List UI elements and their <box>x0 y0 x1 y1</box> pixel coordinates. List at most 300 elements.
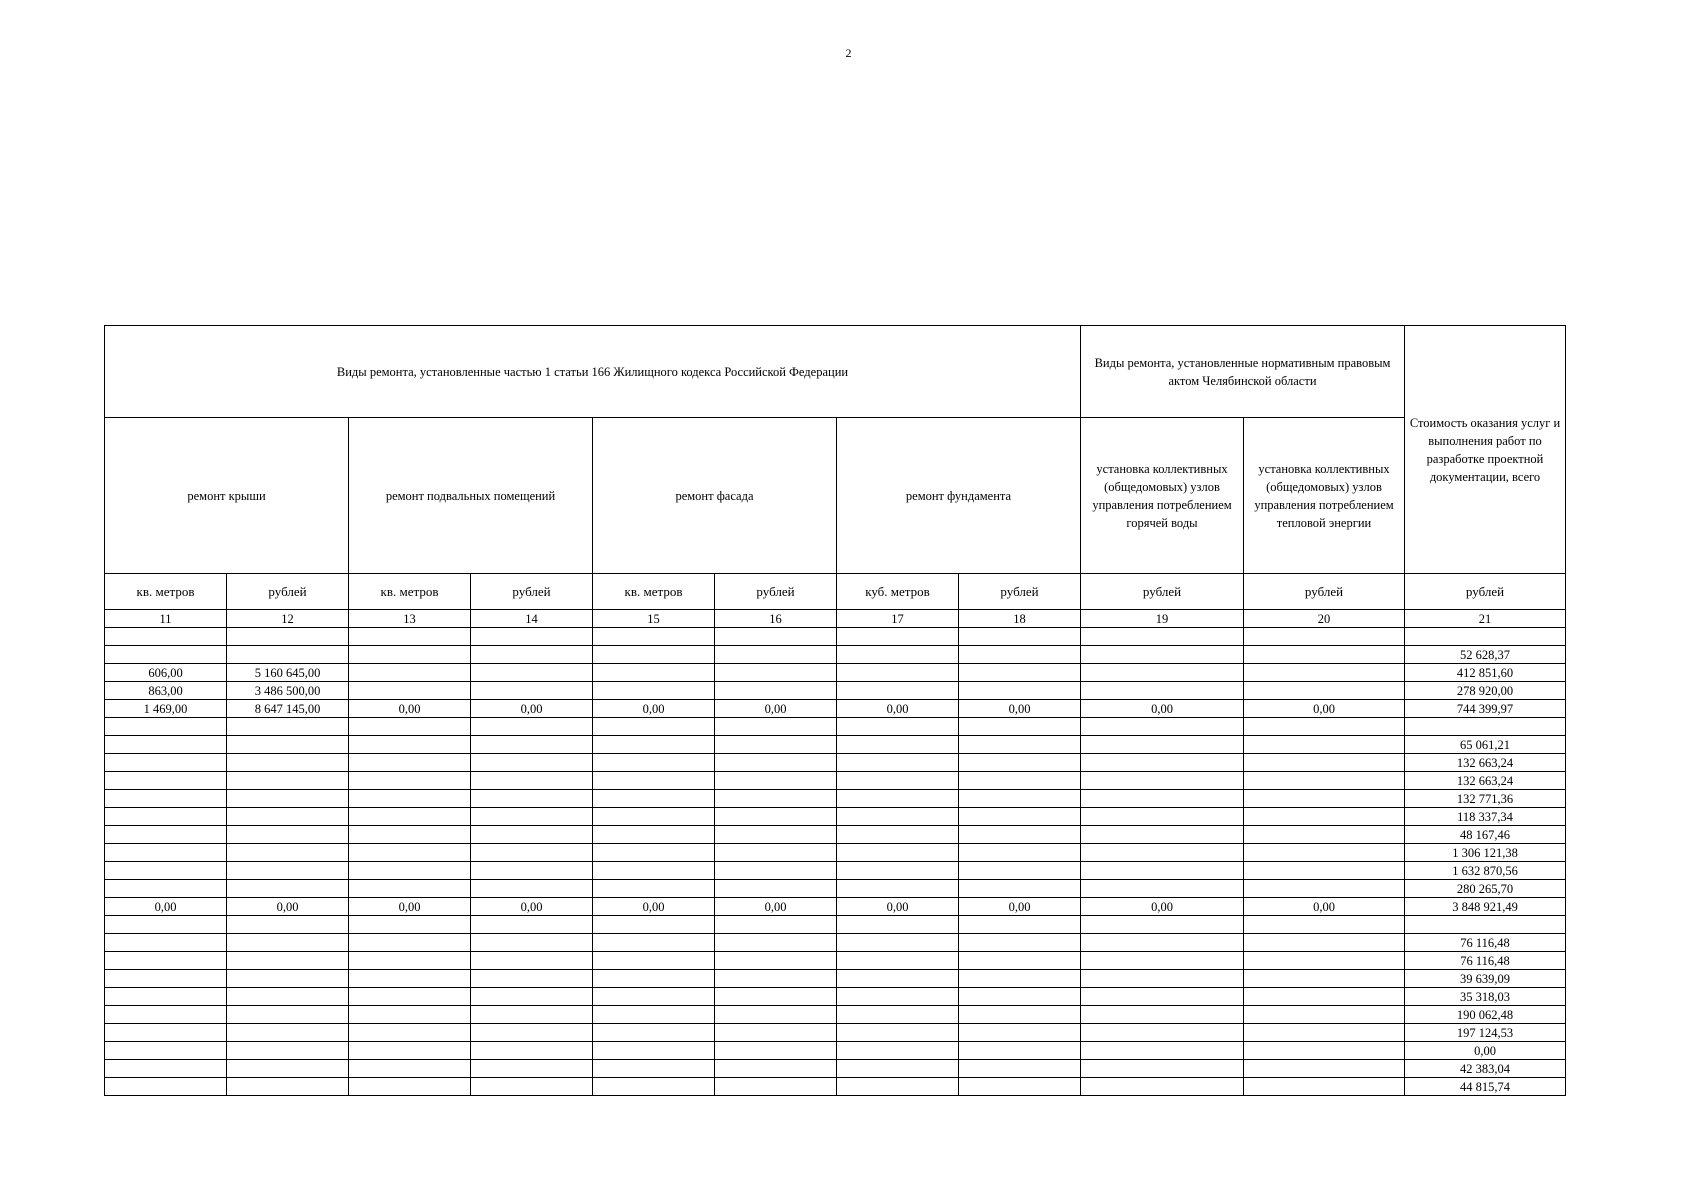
table-cell <box>227 862 349 880</box>
column-number: 11 <box>105 610 227 628</box>
table-cell <box>837 646 959 664</box>
table-row <box>105 682 1566 700</box>
table-cell <box>1405 718 1566 736</box>
table-body <box>105 610 1566 1096</box>
table-cell <box>959 844 1081 862</box>
table-cell: 76 116,48 <box>1405 934 1566 952</box>
table-cell: 0,00 <box>1244 700 1405 718</box>
table-row <box>105 880 1566 898</box>
table-cell <box>1244 664 1405 682</box>
table-cell: 0,00 <box>837 700 959 718</box>
table-row <box>105 718 1566 736</box>
table-row <box>105 1060 1566 1078</box>
table-cell <box>593 1042 715 1060</box>
table-cell <box>1081 808 1244 826</box>
table-cell <box>837 1060 959 1078</box>
table-cell <box>1081 682 1244 700</box>
table-cell <box>837 844 959 862</box>
table-cell <box>593 1060 715 1078</box>
unit-header: рублей <box>227 574 349 610</box>
table-cell <box>227 646 349 664</box>
table-cell <box>471 844 593 862</box>
table-cell <box>959 952 1081 970</box>
table-cell: 0,00 <box>471 898 593 916</box>
heat-meters-header: установка коллективных (общедомовых) узлов управления потреблением тепловой энергии <box>1244 418 1405 574</box>
table-cell <box>349 844 471 862</box>
facade-repair-header: ремонт фасада <box>593 418 837 574</box>
table-row <box>105 646 1566 664</box>
table-cell <box>471 916 593 934</box>
table-cell <box>593 646 715 664</box>
column-number: 17 <box>837 610 959 628</box>
table-cell <box>349 790 471 808</box>
table-cell <box>593 1024 715 1042</box>
table-cell <box>715 628 837 646</box>
table-cell <box>1244 736 1405 754</box>
table-cell <box>1081 970 1244 988</box>
table-cell <box>959 970 1081 988</box>
table-cell <box>105 646 227 664</box>
table-cell <box>471 718 593 736</box>
table-cell <box>715 808 837 826</box>
table-cell <box>105 790 227 808</box>
table-cell: 0,00 <box>105 898 227 916</box>
table-cell <box>349 1024 471 1042</box>
unit-header: рублей <box>715 574 837 610</box>
table-cell <box>837 988 959 1006</box>
table-cell <box>349 772 471 790</box>
table-cell: 132 771,36 <box>1405 790 1566 808</box>
table-cell <box>471 880 593 898</box>
table-cell <box>471 970 593 988</box>
table-cell: 278 920,00 <box>1405 682 1566 700</box>
table-row <box>105 1024 1566 1042</box>
table-cell <box>227 808 349 826</box>
table-cell <box>959 862 1081 880</box>
table-cell <box>1081 736 1244 754</box>
table-cell <box>837 1006 959 1024</box>
unit-header: рублей <box>1081 574 1244 610</box>
table-cell <box>227 934 349 952</box>
group-regional-header: Виды ремонта, установленные нормативным правовым актом Челябинской области <box>1081 326 1405 418</box>
column-number: 12 <box>227 610 349 628</box>
table-row <box>105 988 1566 1006</box>
table-row <box>105 970 1566 988</box>
column-number: 21 <box>1405 610 1566 628</box>
table-cell <box>593 754 715 772</box>
table-cell <box>1405 628 1566 646</box>
table-cell <box>1244 1006 1405 1024</box>
table-cell: 0,00 <box>227 898 349 916</box>
table-cell <box>471 790 593 808</box>
table-cell: 3 848 921,49 <box>1405 898 1566 916</box>
table-cell: 52 628,37 <box>1405 646 1566 664</box>
unit-header: рублей <box>471 574 593 610</box>
roof-repair-header: ремонт крыши <box>105 418 349 574</box>
table-cell: 412 851,60 <box>1405 664 1566 682</box>
table-cell: 132 663,24 <box>1405 772 1566 790</box>
table-cell <box>349 970 471 988</box>
table-cell: 0,00 <box>959 898 1081 916</box>
column-number: 16 <box>715 610 837 628</box>
table-cell <box>471 1078 593 1096</box>
table-cell <box>349 1060 471 1078</box>
table-cell <box>227 1060 349 1078</box>
unit-header: рублей <box>959 574 1081 610</box>
table-cell <box>959 1078 1081 1096</box>
table-cell <box>105 862 227 880</box>
table-cell <box>1244 826 1405 844</box>
table-cell <box>837 880 959 898</box>
table-cell <box>471 1060 593 1078</box>
basement-repair-header: ремонт подвальных помещений <box>349 418 593 574</box>
table-row <box>105 772 1566 790</box>
table-cell <box>715 826 837 844</box>
table-cell <box>715 880 837 898</box>
table-cell <box>105 1024 227 1042</box>
table-cell <box>471 1042 593 1060</box>
table-cell <box>227 790 349 808</box>
table-cell <box>715 952 837 970</box>
table-cell <box>593 790 715 808</box>
table-cell <box>715 1078 837 1096</box>
table-cell: 0,00 <box>959 700 1081 718</box>
table-cell <box>1244 970 1405 988</box>
table-cell <box>593 826 715 844</box>
table-cell <box>715 1060 837 1078</box>
table-cell <box>471 628 593 646</box>
table-cell <box>349 754 471 772</box>
table-cell <box>593 970 715 988</box>
table-cell <box>959 772 1081 790</box>
table-cell <box>715 916 837 934</box>
table-cell: 35 318,03 <box>1405 988 1566 1006</box>
table-cell: 0,00 <box>715 700 837 718</box>
table-cell <box>1081 1006 1244 1024</box>
table-cell <box>349 646 471 664</box>
table-cell: 0,00 <box>1244 898 1405 916</box>
table-cell <box>1244 844 1405 862</box>
table-cell <box>1244 1078 1405 1096</box>
table-cell <box>837 862 959 880</box>
table-row <box>105 754 1566 772</box>
table-cell <box>837 790 959 808</box>
table-cell <box>1244 862 1405 880</box>
table-cell <box>227 1024 349 1042</box>
column-number: 18 <box>959 610 1081 628</box>
table-row <box>105 1042 1566 1060</box>
table-cell <box>959 736 1081 754</box>
table-cell <box>349 808 471 826</box>
table-cell <box>471 664 593 682</box>
table-cell <box>105 826 227 844</box>
table-row <box>105 826 1566 844</box>
table-row <box>105 1078 1566 1096</box>
table-cell <box>349 1078 471 1096</box>
table-row <box>105 844 1566 862</box>
table-cell <box>715 664 837 682</box>
table-cell <box>959 916 1081 934</box>
table-cell <box>105 916 227 934</box>
table-cell <box>959 754 1081 772</box>
table-cell <box>837 952 959 970</box>
table-cell <box>1244 988 1405 1006</box>
repair-cost-table <box>104 325 1566 1096</box>
table-cell <box>959 826 1081 844</box>
table-cell <box>1244 646 1405 664</box>
table-cell: 118 337,34 <box>1405 808 1566 826</box>
table-cell <box>349 826 471 844</box>
table-cell <box>1081 988 1244 1006</box>
table-cell <box>1081 628 1244 646</box>
table-cell: 0,00 <box>593 898 715 916</box>
table-cell <box>471 862 593 880</box>
table-cell <box>105 772 227 790</box>
table-cell <box>105 844 227 862</box>
table-cell: 863,00 <box>105 682 227 700</box>
table-cell <box>715 772 837 790</box>
table-cell <box>959 880 1081 898</box>
table-cell <box>1081 934 1244 952</box>
foundation-repair-header: ремонт фундамента <box>837 418 1081 574</box>
table-cell <box>227 880 349 898</box>
unit-header: кв. метров <box>593 574 715 610</box>
table-cell <box>227 916 349 934</box>
table-cell <box>105 1042 227 1060</box>
table-cell <box>227 844 349 862</box>
table-cell <box>471 682 593 700</box>
table-cell: 606,00 <box>105 664 227 682</box>
table-cell: 0,00 <box>349 898 471 916</box>
table-cell <box>471 1006 593 1024</box>
table-cell <box>593 952 715 970</box>
table-cell <box>837 1042 959 1060</box>
table-cell: 8 647 145,00 <box>227 700 349 718</box>
table-cell <box>105 718 227 736</box>
table-cell <box>105 1006 227 1024</box>
column-number: 19 <box>1081 610 1244 628</box>
table-cell <box>715 754 837 772</box>
table-cell: 3 486 500,00 <box>227 682 349 700</box>
table-cell: 48 167,46 <box>1405 826 1566 844</box>
table-cell <box>227 826 349 844</box>
table-cell <box>837 808 959 826</box>
table-cell <box>959 682 1081 700</box>
table-row <box>105 664 1566 682</box>
table-row <box>105 736 1566 754</box>
cost-total-header: Стоимость оказания услуг и выполнения работ по разработке проектной документации, всего <box>1405 326 1566 574</box>
table-cell <box>593 1078 715 1096</box>
table-cell <box>471 646 593 664</box>
column-number: 13 <box>349 610 471 628</box>
table-cell: 65 061,21 <box>1405 736 1566 754</box>
table-cell <box>959 808 1081 826</box>
table-cell: 0,00 <box>471 700 593 718</box>
table-cell <box>593 880 715 898</box>
table-row <box>105 952 1566 970</box>
table-cell: 5 160 645,00 <box>227 664 349 682</box>
table-cell: 0,00 <box>1081 898 1244 916</box>
table-cell <box>1081 1024 1244 1042</box>
table-cell <box>1081 664 1244 682</box>
table-cell <box>471 1024 593 1042</box>
table-cell <box>471 988 593 1006</box>
table-cell <box>1081 718 1244 736</box>
table-cell: 0,00 <box>715 898 837 916</box>
unit-header: рублей <box>1244 574 1405 610</box>
table-cell <box>471 736 593 754</box>
table-cell <box>1081 772 1244 790</box>
table-cell <box>349 934 471 952</box>
table-cell: 76 116,48 <box>1405 952 1566 970</box>
table-cell <box>593 988 715 1006</box>
table-cell <box>349 916 471 934</box>
table-cell <box>105 1078 227 1096</box>
table-cell <box>471 772 593 790</box>
table-cell <box>1244 790 1405 808</box>
table-cell <box>1081 880 1244 898</box>
units-row <box>105 574 1566 610</box>
table-row <box>105 898 1566 916</box>
table-cell <box>837 826 959 844</box>
table-cell <box>959 646 1081 664</box>
table-row <box>105 700 1566 718</box>
table-cell <box>1244 808 1405 826</box>
table-cell <box>715 862 837 880</box>
table-cell <box>593 736 715 754</box>
table-cell <box>715 646 837 664</box>
table-cell <box>715 736 837 754</box>
table-cell <box>837 718 959 736</box>
table-cell <box>1405 916 1566 934</box>
table-cell <box>349 718 471 736</box>
table-cell <box>959 988 1081 1006</box>
table-row <box>105 916 1566 934</box>
table-cell <box>227 970 349 988</box>
table-cell <box>1081 1042 1244 1060</box>
table-cell <box>593 862 715 880</box>
table-row <box>105 1006 1566 1024</box>
table-cell <box>959 1006 1081 1024</box>
table-cell <box>1081 1078 1244 1096</box>
table-cell <box>471 934 593 952</box>
table-cell <box>1244 916 1405 934</box>
table-cell <box>349 628 471 646</box>
table-cell <box>593 664 715 682</box>
table-cell <box>593 772 715 790</box>
unit-header: кв. метров <box>349 574 471 610</box>
table-cell <box>105 952 227 970</box>
table-cell <box>349 664 471 682</box>
table-cell <box>227 736 349 754</box>
table-cell <box>593 844 715 862</box>
table-cell <box>1081 916 1244 934</box>
table-row <box>105 628 1566 646</box>
table-cell <box>1081 826 1244 844</box>
table-cell <box>593 718 715 736</box>
table-cell <box>715 790 837 808</box>
table-cell <box>105 808 227 826</box>
table-cell: 197 124,53 <box>1405 1024 1566 1042</box>
column-number: 20 <box>1244 610 1405 628</box>
table-cell <box>471 952 593 970</box>
table-cell <box>227 1006 349 1024</box>
table-cell <box>1244 682 1405 700</box>
table-cell <box>959 628 1081 646</box>
unit-header: рублей <box>1405 574 1566 610</box>
table-cell: 280 265,70 <box>1405 880 1566 898</box>
table-row <box>105 790 1566 808</box>
hot-water-meters-header: установка коллективных (общедомовых) узлов управления потреблением горячей воды <box>1081 418 1244 574</box>
table-cell: 44 815,74 <box>1405 1078 1566 1096</box>
table-cell <box>715 682 837 700</box>
table-cell <box>959 790 1081 808</box>
table-cell <box>715 1006 837 1024</box>
table-cell <box>349 1006 471 1024</box>
table-cell <box>1244 772 1405 790</box>
table-cell <box>837 1024 959 1042</box>
table-cell <box>1081 646 1244 664</box>
table-cell <box>715 934 837 952</box>
table-cell <box>837 664 959 682</box>
table-cell <box>349 862 471 880</box>
table-cell <box>349 1042 471 1060</box>
table-cell <box>1081 862 1244 880</box>
table-cell: 0,00 <box>837 898 959 916</box>
table-cell <box>837 736 959 754</box>
table-cell <box>593 934 715 952</box>
table-cell <box>1244 1042 1405 1060</box>
table-cell <box>837 628 959 646</box>
table-cell: 39 639,09 <box>1405 970 1566 988</box>
table-cell <box>471 826 593 844</box>
table-cell <box>105 754 227 772</box>
table-cell <box>1244 1060 1405 1078</box>
table-cell <box>1244 934 1405 952</box>
table-cell: 0,00 <box>1405 1042 1566 1060</box>
table-cell <box>349 880 471 898</box>
table-cell <box>593 808 715 826</box>
table-cell <box>105 1060 227 1078</box>
table-cell <box>1244 628 1405 646</box>
table-cell <box>349 952 471 970</box>
table-cell <box>959 718 1081 736</box>
table-cell <box>105 880 227 898</box>
table-cell <box>349 736 471 754</box>
table-cell: 0,00 <box>1081 700 1244 718</box>
table-cell <box>349 682 471 700</box>
table-cell: 1 469,00 <box>105 700 227 718</box>
table-cell <box>837 772 959 790</box>
table-cell <box>593 682 715 700</box>
table-cell <box>837 934 959 952</box>
table-cell <box>105 628 227 646</box>
column-numbers-row <box>105 610 1566 628</box>
table-cell <box>837 682 959 700</box>
table-cell <box>959 664 1081 682</box>
table-cell <box>837 1078 959 1096</box>
table-cell <box>593 628 715 646</box>
table-cell <box>105 736 227 754</box>
table-cell <box>1081 1060 1244 1078</box>
table-cell <box>1244 718 1405 736</box>
table-row <box>105 808 1566 826</box>
table-cell <box>959 1024 1081 1042</box>
table-cell <box>105 970 227 988</box>
column-number: 14 <box>471 610 593 628</box>
table-cell <box>1244 1024 1405 1042</box>
table-cell <box>227 628 349 646</box>
